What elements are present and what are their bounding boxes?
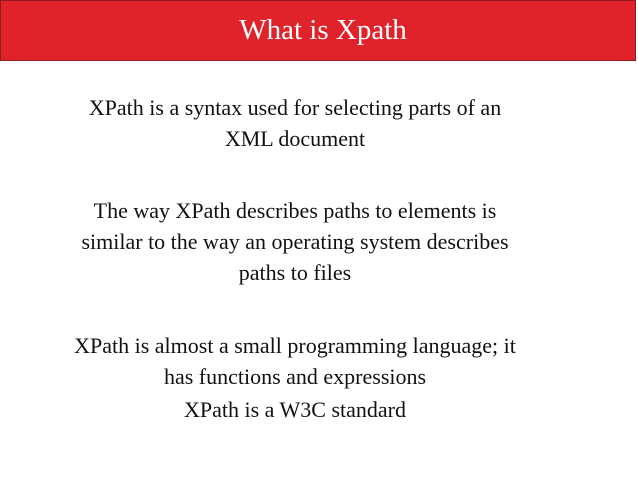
- text-line: paths to files: [238, 260, 352, 285]
- paragraph-programming-language: [0, 330, 590, 392]
- paragraph-w3c-standard: [0, 394, 590, 425]
- text-line: XPath is almost a small programming language; it: [74, 333, 516, 358]
- paragraph-paths-analogy: [0, 195, 590, 288]
- text-line: The way XPath describes paths to elements is: [93, 198, 497, 223]
- text-line: similar to the way an operating system describes: [81, 229, 509, 254]
- title-bar: [0, 0, 636, 61]
- text-line: XML document: [224, 126, 366, 151]
- paragraph-xpath-syntax: [0, 92, 590, 154]
- text-line: XPath is a syntax used for selecting parts of an: [88, 95, 502, 120]
- text-line: has functions and expressions: [163, 364, 427, 389]
- slide-title: What is Xpath: [239, 14, 407, 46]
- text-line: XPath is a W3C standard: [183, 397, 406, 422]
